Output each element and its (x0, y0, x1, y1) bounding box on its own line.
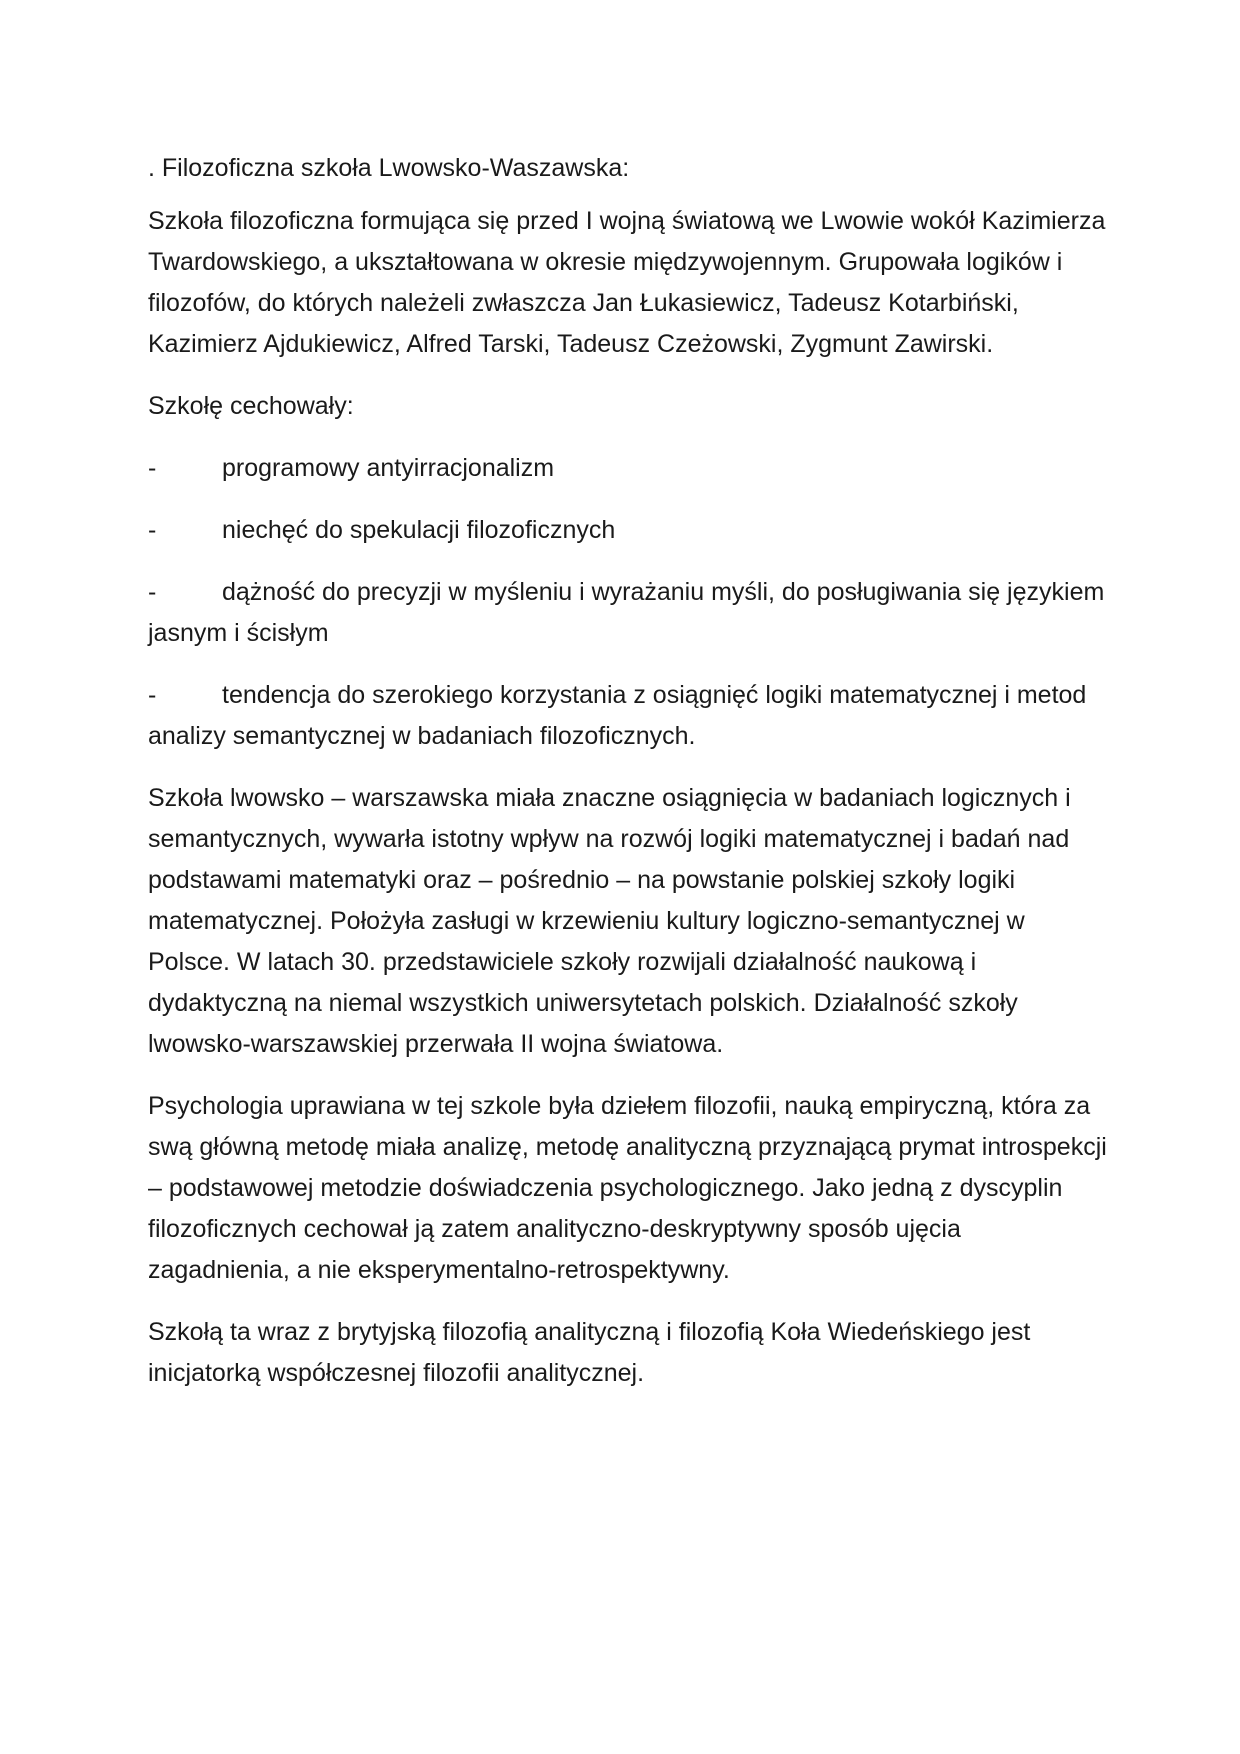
dash-bullet: - (148, 516, 157, 544)
document-page (148, 148, 1108, 1415)
list-item-text: niechęć do spekulacji filozoficznych (222, 516, 616, 544)
dash-bullet: - (148, 454, 157, 482)
dash-bullet: - (148, 681, 157, 709)
legacy-paragraph: Szkołą ta wraz z brytyjską filozofią analityczną i filozofią Koła Wiedeńskiego jest inicjatorką współczesnej filozofii analitycznej. (148, 1318, 1031, 1387)
features-list (148, 448, 1108, 757)
list-item (148, 572, 1108, 654)
dash-bullet: - (148, 578, 157, 606)
document-title: . Filozoficzna szkoła Lwowsko-Waszawska: (148, 154, 630, 182)
features-heading: Szkołę cechowały: (148, 392, 354, 420)
list-item-text: programowy antyirracjonalizm (222, 454, 555, 482)
intro-paragraph: Szkoła filozoficzna formująca się przed I wojną światową we Lwowie wokół Kazimierza Twardowskiego, a ukształtowana w okresie międzywojennym. Grupowała logików i filozofów, do których należeli zwłaszcza Jan Łukasiewicz, Tadeusz Kotarbiński, Kazimierz Ajdukiewicz, Alfred Tarski, Tadeusz Czeżowski, Zygmunt Zawirski. (148, 207, 1106, 358)
psychology-paragraph: Psychologia uprawiana w tej szkole była dziełem filozofii, nauką empiryczną, która za swą główną metodę miała analizę, metodę analityczną przyznającą prymat introspekcji – podstawowej metodzie doświadczenia psychologicznego. Jako jedną z dyscyplin filozoficznych cechował ją zatem analityczno-deskryptywny sposób ujęcia zagadnienia, a nie eksperymentalno-retrospektywny. (148, 1092, 1107, 1284)
list-item (148, 448, 1108, 489)
list-item-text: tendencja do szerokiego korzystania z osiągnięć logiki matematycznej i metod analizy semantycznej w badaniach filozoficznych. (148, 681, 1087, 750)
list-item-text: dążność do precyzji w myśleniu i wyrażaniu myśli, do posługiwania się językiem jasnym i ścisłym (148, 578, 1105, 647)
achievements-paragraph: Szkoła lwowsko – warszawska miała znaczne osiągnięcia w badaniach logicznych i semantycznych, wywarła istotny wpływ na rozwój logiki matematycznej i badań nad podstawami matematyki oraz – pośrednio – na powstanie polskiej szkoły logiki matematycznej. Położyła zasługi w krzewieniu kultury logiczno-semantycznej w Polsce. W latach 30. przedstawiciele szkoły rozwijali działalność naukową i dydaktyczną na niemal wszystkich uniwersytetach polskich. Działalność szkoły lwowsko-warszawskiej przerwała II wojna światowa. (148, 784, 1071, 1058)
list-item (148, 675, 1108, 757)
list-item (148, 510, 1108, 551)
